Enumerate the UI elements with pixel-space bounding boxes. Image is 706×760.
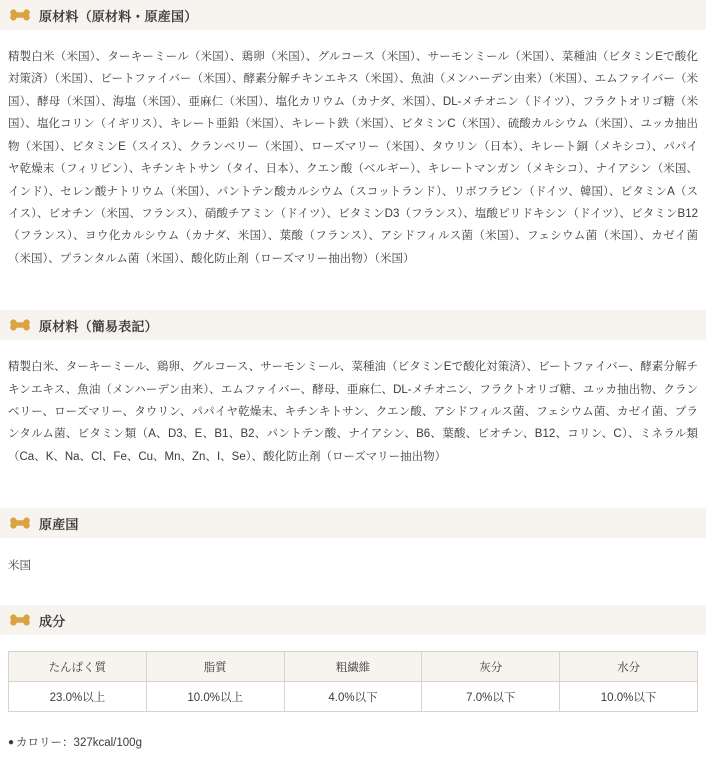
section-title: 原産国 xyxy=(39,516,79,532)
section-title: 原材料（原材料・原産国） xyxy=(39,8,198,24)
ingredients-simple-text: 精製白米、ターキーミール、鶏卵、グルコース、サーモンミール、菜種油（ビタミンEで酸化対策済）、ビートファイバー、酵素分解チキンエキス、魚油（メンハーデン由来）、エムファイバー、酵母、亜麻仁、DL-メチオニン、フラクトオリゴ糖、ユッカ抽出物、クランベリー、ローズマリー、タウリン、パパイヤ乾燥末、キチンキトサン、クエン酸、アシドフィルス菌、フェシウム菌、カゼイ菌、プランタルム菌、ビタミン類（A、D3、E、B1、B2、パントテン酸、ナイアシン、B6、葉酸、ビオチン、B12、コリン、C）、ミネラル類（Ca、K、Na、Cl、Fe、Cu、Mn、Zn、I、Se）、酸化防止剤（ローズマリー抽出物） xyxy=(8,361,698,463)
table-cell: 23.0%以上 xyxy=(9,682,147,712)
ingredients-full-text: 精製白米（米国）、ターキーミール（米国）、鶏卵（米国）、グルコース（米国）、サーモンミール（米国）、菜種油（ビタミンEで酸化対策済）（米国）、ビートファイバー（米国）、酵素分解チキンエキス（米国）、魚油（メンハーデン由来）（米国）、エムファイバー（米国）、酵母（米国）、海塩（米国）、亜麻仁（米国）、塩化カリウム（カナダ、米国）、DL-メチオニン（ドイツ）、フラクトオリゴ糖（米国）、塩化コリン（イギリス）、キレート亜鉛（米国）、キレート鉄（米国）、ビタミンC（米国）、硫酸カルシウム（米国）、ユッカ抽出物（米国）、ビタミンE（スイス）、クランベリー（米国）、ローズマリー（米国）、タウリン（日本）、キレート銅（メキシコ）、パパイヤ乾燥末（フィリピン）、キチンキトサン（タイ、日本）、クエン酸（ベルギー）、キレートマンガン（メキシコ）、ナイアシン（米国、インド）、セレン酸ナトリウム（米国）、パントテン酸カルシウム（スコットランド）、リボフラビン（ドイツ、韓国）、ビタミンA（スイス）、ビオチン（米国、フランス）、硝酸チアミン（ドイツ）、ビタミンD3（フランス）、塩酸ピリドキシン（ドイツ）、ビタミンB12（フランス）、ヨウ化カルシウム（カナダ、米国）、葉酸（フランス）、アシドフィルス菌（米国）、フェシウム菌（米国）、カゼイ菌（米国）、プランタルム菌（米国）、酸化防止剤（ローズマリー抽出物）（米国） xyxy=(8,51,698,265)
bullet-icon: ● xyxy=(8,737,15,749)
section-header-country-of-origin xyxy=(0,508,706,538)
section-header-ingredients-full xyxy=(0,0,706,30)
section-title: 成分 xyxy=(39,613,66,629)
table-cell: 4.0%以下 xyxy=(284,682,422,712)
table-cell: 10.0%以下 xyxy=(560,682,698,712)
country-of-origin-text: 米国 xyxy=(8,560,31,573)
table-cell: 7.0%以下 xyxy=(422,682,560,712)
section-header-ingredients-simple xyxy=(0,310,706,340)
bone-icon xyxy=(10,9,30,21)
calorie-note xyxy=(0,712,706,750)
table-header-cell: 脂質 xyxy=(146,652,284,682)
nutrition-table-wrapper xyxy=(0,635,706,712)
table-header-cell: たんぱく質 xyxy=(9,652,147,682)
table-cell: 10.0%以上 xyxy=(146,682,284,712)
nutrition-table xyxy=(8,651,698,712)
bone-icon xyxy=(10,614,30,626)
table-header-row xyxy=(9,652,698,682)
table-header-cell: 粗繊維 xyxy=(284,652,422,682)
table-header-cell: 水分 xyxy=(560,652,698,682)
section-header-nutrition xyxy=(0,605,706,635)
calorie-text: カロリー：327kcal/100g xyxy=(16,737,142,750)
bone-icon xyxy=(10,517,30,529)
spacer xyxy=(0,270,706,310)
bone-icon xyxy=(10,319,30,331)
section-title: 原材料（簡易表記） xyxy=(39,318,158,334)
table-row xyxy=(9,682,698,712)
table-header-cell: 灰分 xyxy=(422,652,560,682)
spacer xyxy=(0,577,706,605)
spacer xyxy=(0,468,706,508)
